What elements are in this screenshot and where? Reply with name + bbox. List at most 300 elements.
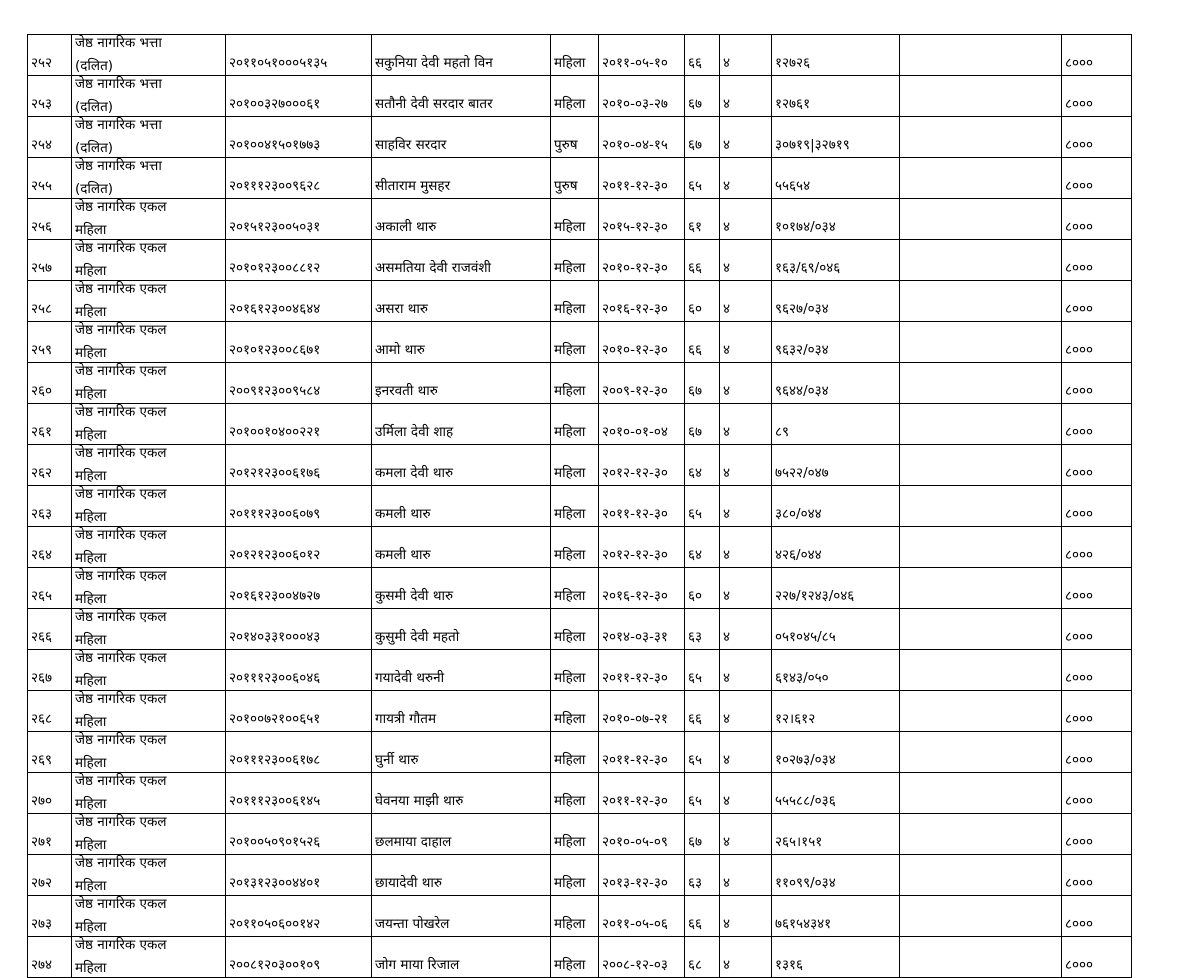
allowance-type-line1: जेष्ठ नागरिक एकल [75, 896, 167, 912]
id-number-cell: २०१४०३३१०००४३ [226, 609, 372, 650]
id-number-cell: २०१६१२३००४७२७ [226, 568, 372, 609]
quarter-cell: ४ [720, 691, 772, 732]
table-row [28, 773, 1132, 814]
date-cell: २०११-१२-३० [599, 773, 685, 814]
table-row [28, 937, 1132, 978]
gender-cell: महिला [551, 650, 599, 691]
date-cell: २०१०-०४-१५ [599, 117, 685, 158]
amount-cell: ८००० [1062, 527, 1132, 568]
beneficiary-name-cell: साहविर सरदार [372, 117, 551, 158]
table-row [28, 445, 1132, 486]
allowance-type-line2: (दलित) [75, 140, 114, 156]
quarter-cell: ४ [720, 486, 772, 527]
remarks-cell [900, 855, 1062, 896]
beneficiary-name-cell: अकाली थारु [372, 199, 551, 240]
table-row [28, 527, 1132, 568]
id-number-cell: २०१११२३००६०७९ [226, 486, 372, 527]
gender-cell: महिला [551, 814, 599, 855]
serial-number-cell: २५४ [28, 117, 72, 158]
gender-cell: महिला [551, 773, 599, 814]
allowance-type-line2: महिला [75, 427, 107, 443]
age-cell: ६६ [685, 691, 720, 732]
quarter-cell: ४ [720, 732, 772, 773]
serial-number-cell: २७० [28, 773, 72, 814]
gender-cell: महिला [551, 445, 599, 486]
id-number-cell: २०१११२३००६१४५ [226, 773, 372, 814]
table-row [28, 609, 1132, 650]
serial-number-cell: २६६ [28, 609, 72, 650]
amount-cell: ८००० [1062, 404, 1132, 445]
serial-number-cell: २५८ [28, 281, 72, 322]
gender-cell: महिला [551, 199, 599, 240]
id-number-cell: २०१०१२३००८८१२ [226, 240, 372, 281]
age-cell: ६६ [685, 896, 720, 937]
reference-number-cell: १२।६१२ [772, 691, 900, 732]
age-cell: ६५ [685, 773, 720, 814]
allowance-type-cell [72, 527, 226, 568]
remarks-cell [900, 76, 1062, 117]
gender-cell: पुरुष [551, 117, 599, 158]
table-row [28, 322, 1132, 363]
beneficiary-table [27, 34, 1132, 978]
remarks-cell [900, 814, 1062, 855]
allowance-type-line1: जेष्ठ नागरिक एकल [75, 814, 167, 830]
remarks-cell [900, 896, 1062, 937]
remarks-cell [900, 445, 1062, 486]
remarks-cell [900, 240, 1062, 281]
allowance-type-line1: जेष्ठ नागरिक एकल [75, 527, 167, 543]
quarter-cell: ४ [720, 609, 772, 650]
table-row [28, 240, 1132, 281]
allowance-type-line2: महिला [75, 878, 107, 894]
serial-number-cell: २५२ [28, 35, 72, 76]
reference-number-cell: ९६४४/०३४ [772, 363, 900, 404]
serial-number-cell: २५५ [28, 158, 72, 199]
date-cell: २०१०-०५-०९ [599, 814, 685, 855]
date-cell: २०११-१२-३० [599, 732, 685, 773]
allowance-type-cell [72, 691, 226, 732]
allowance-type-cell [72, 568, 226, 609]
allowance-type-line1: जेष्ठ नागरिक एकल [75, 486, 167, 502]
amount-cell: ८००० [1062, 363, 1132, 404]
allowance-type-cell [72, 855, 226, 896]
table-row [28, 404, 1132, 445]
id-number-cell: २०१११२३००६१७८ [226, 732, 372, 773]
serial-number-cell: २५९ [28, 322, 72, 363]
reference-number-cell: १०१७४/०३४ [772, 199, 900, 240]
gender-cell: महिला [551, 281, 599, 322]
date-cell: २०११-०५-१० [599, 35, 685, 76]
beneficiary-name-cell: इनरवती थारु [372, 363, 551, 404]
reference-number-cell: ७६१५४३४१ [772, 896, 900, 937]
reference-number-cell: ६१४३/०५० [772, 650, 900, 691]
allowance-type-line1: जेष्ठ नागरिक भत्ता [75, 35, 162, 51]
beneficiary-name-cell: सीताराम मुसहर [372, 158, 551, 199]
allowance-type-cell [72, 117, 226, 158]
amount-cell: ८००० [1062, 240, 1132, 281]
date-cell: २०११-१२-३० [599, 158, 685, 199]
remarks-cell [900, 568, 1062, 609]
quarter-cell: ४ [720, 363, 772, 404]
id-number-cell: २०१००१०४००२२१ [226, 404, 372, 445]
allowance-type-cell [72, 199, 226, 240]
amount-cell: ८००० [1062, 35, 1132, 76]
allowance-type-cell [72, 896, 226, 937]
table-row [28, 363, 1132, 404]
table-row [28, 732, 1132, 773]
beneficiary-name-cell: असरा थारु [372, 281, 551, 322]
quarter-cell: ४ [720, 240, 772, 281]
remarks-cell [900, 937, 1062, 978]
reference-number-cell: १२७६१ [772, 76, 900, 117]
allowance-type-cell [72, 650, 226, 691]
table-row [28, 117, 1132, 158]
allowance-type-line2: (दलित) [75, 181, 114, 197]
amount-cell: ८००० [1062, 937, 1132, 978]
remarks-cell [900, 322, 1062, 363]
remarks-cell [900, 199, 1062, 240]
serial-number-cell: २६५ [28, 568, 72, 609]
date-cell: २०११-१२-३० [599, 486, 685, 527]
allowance-type-cell [72, 773, 226, 814]
serial-number-cell: २६१ [28, 404, 72, 445]
remarks-cell [900, 404, 1062, 445]
id-number-cell: २०१००५०९०१५२६ [226, 814, 372, 855]
amount-cell: ८००० [1062, 773, 1132, 814]
allowance-type-line2: (दलित) [75, 58, 114, 74]
remarks-cell [900, 486, 1062, 527]
table-body [28, 35, 1132, 978]
gender-cell: महिला [551, 363, 599, 404]
beneficiary-name-cell: गायत्री गौतम [372, 691, 551, 732]
allowance-type-line1: जेष्ठ नागरिक एकल [75, 363, 167, 379]
gender-cell: महिला [551, 240, 599, 281]
date-cell: २०१२-१२-३० [599, 527, 685, 568]
id-number-cell: २०१२१२३००६१७६ [226, 445, 372, 486]
age-cell: ६५ [685, 486, 720, 527]
quarter-cell: ४ [720, 158, 772, 199]
age-cell: ६८ [685, 937, 720, 978]
table-row [28, 896, 1132, 937]
allowance-type-cell [72, 404, 226, 445]
allowance-type-cell [72, 937, 226, 978]
beneficiary-name-cell: सकुनिया देवी महतो विन [372, 35, 551, 76]
allowance-type-cell [72, 281, 226, 322]
amount-cell: ८००० [1062, 76, 1132, 117]
table-row [28, 650, 1132, 691]
quarter-cell: ४ [720, 814, 772, 855]
allowance-type-line2: महिला [75, 345, 107, 361]
date-cell: २०१६-१२-३० [599, 568, 685, 609]
beneficiary-name-cell: आमो थारु [372, 322, 551, 363]
date-cell: २०१०-०३-२७ [599, 76, 685, 117]
age-cell: ६४ [685, 445, 720, 486]
age-cell: ६६ [685, 322, 720, 363]
beneficiary-name-cell: छलमाया दाहाल [372, 814, 551, 855]
gender-cell: महिला [551, 896, 599, 937]
allowance-type-cell [72, 609, 226, 650]
serial-number-cell: २६० [28, 363, 72, 404]
serial-number-cell: २६४ [28, 527, 72, 568]
serial-number-cell: २६७ [28, 650, 72, 691]
date-cell: २०१०-१२-३० [599, 240, 685, 281]
reference-number-cell: ११०९९/०३४ [772, 855, 900, 896]
id-number-cell: २०१००३२७०००६१ [226, 76, 372, 117]
allowance-type-line1: जेष्ठ नागरिक भत्ता [75, 117, 162, 133]
reference-number-cell: ३८०/०४४ [772, 486, 900, 527]
remarks-cell [900, 609, 1062, 650]
allowance-type-line1: जेष्ठ नागरिक एकल [75, 404, 167, 420]
id-number-cell: २०१११२३००९६२८ [226, 158, 372, 199]
remarks-cell [900, 691, 1062, 732]
quarter-cell: ४ [720, 773, 772, 814]
age-cell: ६६ [685, 240, 720, 281]
reference-number-cell: ५५६५४ [772, 158, 900, 199]
allowance-type-line2: महिला [75, 509, 107, 525]
table-row [28, 35, 1132, 76]
id-number-cell: २०११०५१०००५१३५ [226, 35, 372, 76]
allowance-type-line1: जेष्ठ नागरिक भत्ता [75, 76, 162, 92]
date-cell: २०११-०५-०६ [599, 896, 685, 937]
allowance-type-line2: (दलित) [75, 99, 114, 115]
quarter-cell: ४ [720, 199, 772, 240]
date-cell: २०१२-१२-३० [599, 445, 685, 486]
serial-number-cell: २७४ [28, 937, 72, 978]
quarter-cell: ४ [720, 855, 772, 896]
reference-number-cell: २६५।१५१ [772, 814, 900, 855]
gender-cell: महिला [551, 76, 599, 117]
serial-number-cell: २६९ [28, 732, 72, 773]
allowance-type-line1: जेष्ठ नागरिक एकल [75, 691, 167, 707]
date-cell: २००९-१२-३० [599, 363, 685, 404]
amount-cell: ८००० [1062, 691, 1132, 732]
remarks-cell [900, 527, 1062, 568]
allowance-type-line1: जेष्ठ नागरिक एकल [75, 445, 167, 461]
allowance-type-line2: महिला [75, 632, 107, 648]
table-row [28, 76, 1132, 117]
allowance-type-line1: जेष्ठ नागरिक एकल [75, 199, 167, 215]
date-cell: २०११-१२-३० [599, 650, 685, 691]
serial-number-cell: २५३ [28, 76, 72, 117]
reference-number-cell: ९६३२/०३४ [772, 322, 900, 363]
beneficiary-name-cell: असमतिया देवी राजवंशी [372, 240, 551, 281]
reference-number-cell: १०२७३/०३४ [772, 732, 900, 773]
serial-number-cell: २५७ [28, 240, 72, 281]
amount-cell: ८००० [1062, 814, 1132, 855]
allowance-type-line2: महिला [75, 222, 107, 238]
allowance-type-line1: जेष्ठ नागरिक भत्ता [75, 158, 162, 174]
quarter-cell: ४ [720, 117, 772, 158]
reference-number-cell: ८९ [772, 404, 900, 445]
allowance-type-line1: जेष्ठ नागरिक एकल [75, 773, 167, 789]
reference-number-cell: १३१६ [772, 937, 900, 978]
allowance-type-line2: महिला [75, 714, 107, 730]
beneficiary-name-cell: उर्मिला देवी शाह [372, 404, 551, 445]
id-number-cell: २०१००४१५०१७७३ [226, 117, 372, 158]
amount-cell: ८००० [1062, 609, 1132, 650]
beneficiary-name-cell: कुसुमी देवी महतो [372, 609, 551, 650]
beneficiary-name-cell: गयादेवी थरुनी [372, 650, 551, 691]
gender-cell: पुरुष [551, 158, 599, 199]
beneficiary-name-cell: सतौनी देवी सरदार बातर [372, 76, 551, 117]
beneficiary-name-cell: जोग माया रिजाल [372, 937, 551, 978]
remarks-cell [900, 158, 1062, 199]
allowance-type-line2: महिला [75, 386, 107, 402]
gender-cell: महिला [551, 322, 599, 363]
id-number-cell: २०१३१२३००४४०१ [226, 855, 372, 896]
amount-cell: ८००० [1062, 486, 1132, 527]
reference-number-cell: १६३/६९/०४६ [772, 240, 900, 281]
gender-cell: महिला [551, 609, 599, 650]
id-number-cell: २०१६१२३००४६४४ [226, 281, 372, 322]
age-cell: ६६ [685, 35, 720, 76]
date-cell: २००८-१२-०३ [599, 937, 685, 978]
age-cell: ६५ [685, 650, 720, 691]
allowance-type-cell [72, 240, 226, 281]
allowance-type-line2: महिला [75, 591, 107, 607]
quarter-cell: ४ [720, 322, 772, 363]
reference-number-cell: ७५२२/०४७ [772, 445, 900, 486]
date-cell: २०१०-०१-०४ [599, 404, 685, 445]
quarter-cell: ४ [720, 937, 772, 978]
age-cell: ६७ [685, 363, 720, 404]
table-row [28, 486, 1132, 527]
remarks-cell [900, 650, 1062, 691]
table-row [28, 199, 1132, 240]
quarter-cell: ४ [720, 404, 772, 445]
id-number-cell: २०१००७२१००६५१ [226, 691, 372, 732]
serial-number-cell: २७२ [28, 855, 72, 896]
age-cell: ६५ [685, 158, 720, 199]
beneficiary-name-cell: छायादेवी थारु [372, 855, 551, 896]
gender-cell: महिला [551, 732, 599, 773]
gender-cell: महिला [551, 937, 599, 978]
allowance-type-cell [72, 35, 226, 76]
age-cell: ६० [685, 281, 720, 322]
quarter-cell: ४ [720, 445, 772, 486]
id-number-cell: २०१२१२३००६०१२ [226, 527, 372, 568]
beneficiary-name-cell: घेवनया माझी थारु [372, 773, 551, 814]
allowance-type-line2: महिला [75, 550, 107, 566]
remarks-cell [900, 35, 1062, 76]
allowance-type-line1: जेष्ठ नागरिक एकल [75, 937, 167, 953]
gender-cell: महिला [551, 35, 599, 76]
amount-cell: ८००० [1062, 281, 1132, 322]
gender-cell: महिला [551, 527, 599, 568]
table-row [28, 691, 1132, 732]
date-cell: २०१०-०७-२१ [599, 691, 685, 732]
amount-cell: ८००० [1062, 650, 1132, 691]
age-cell: ६४ [685, 527, 720, 568]
amount-cell: ८००० [1062, 855, 1132, 896]
serial-number-cell: २७३ [28, 896, 72, 937]
amount-cell: ८००० [1062, 896, 1132, 937]
age-cell: ६७ [685, 404, 720, 445]
quarter-cell: ४ [720, 650, 772, 691]
gender-cell: महिला [551, 855, 599, 896]
reference-number-cell: १२७२६ [772, 35, 900, 76]
age-cell: ६५ [685, 732, 720, 773]
gender-cell: महिला [551, 691, 599, 732]
age-cell: ६७ [685, 117, 720, 158]
id-number-cell: २०११०५०६००१४२ [226, 896, 372, 937]
amount-cell: ८००० [1062, 199, 1132, 240]
gender-cell: महिला [551, 568, 599, 609]
allowance-type-line2: महिला [75, 796, 107, 812]
amount-cell: ८००० [1062, 117, 1132, 158]
reference-number-cell: ९६२७/०३४ [772, 281, 900, 322]
remarks-cell [900, 117, 1062, 158]
allowance-type-line1: जेष्ठ नागरिक एकल [75, 281, 167, 297]
allowance-type-line2: महिला [75, 837, 107, 853]
id-number-cell: २०१०१२३००८६७१ [226, 322, 372, 363]
id-number-cell: २०१११२३००६०४६ [226, 650, 372, 691]
beneficiary-name-cell: घुर्नी थारु [372, 732, 551, 773]
allowance-type-line1: जेष्ठ नागरिक एकल [75, 732, 167, 748]
date-cell: २०१५-१२-३० [599, 199, 685, 240]
age-cell: ६३ [685, 855, 720, 896]
allowance-type-cell [72, 732, 226, 773]
reference-number-cell: ३०७१९|३२७१९ [772, 117, 900, 158]
allowance-type-line1: जेष्ठ नागरिक एकल [75, 322, 167, 338]
age-cell: ६७ [685, 76, 720, 117]
allowance-type-line1: जेष्ठ नागरिक एकल [75, 240, 167, 256]
allowance-type-line2: महिला [75, 304, 107, 320]
id-number-cell: २०१५१२३००५०३१ [226, 199, 372, 240]
quarter-cell: ४ [720, 896, 772, 937]
allowance-type-cell [72, 363, 226, 404]
allowance-type-line1: जेष्ठ नागरिक एकल [75, 568, 167, 584]
date-cell: २०१४-०३-३१ [599, 609, 685, 650]
reference-number-cell: ५५५८८/०३६ [772, 773, 900, 814]
table-row [28, 281, 1132, 322]
amount-cell: ८००० [1062, 568, 1132, 609]
allowance-type-line2: महिला [75, 960, 107, 976]
reference-number-cell: २२७/१२४३/०४६ [772, 568, 900, 609]
remarks-cell [900, 773, 1062, 814]
beneficiary-name-cell: कमली थारु [372, 486, 551, 527]
amount-cell: ८००० [1062, 732, 1132, 773]
age-cell: ६७ [685, 814, 720, 855]
allowance-type-line2: महिला [75, 919, 107, 935]
allowance-type-line2: महिला [75, 755, 107, 771]
reference-number-cell: ४२६/०४४ [772, 527, 900, 568]
gender-cell: महिला [551, 404, 599, 445]
beneficiary-name-cell: कमली थारु [372, 527, 551, 568]
date-cell: २०१०-१२-३० [599, 322, 685, 363]
allowance-type-line1: जेष्ठ नागरिक एकल [75, 650, 167, 666]
allowance-type-line1: जेष्ठ नागरिक एकल [75, 855, 167, 871]
allowance-type-line1: जेष्ठ नागरिक एकल [75, 609, 167, 625]
table-row [28, 855, 1132, 896]
allowance-type-cell [72, 322, 226, 363]
allowance-type-cell [72, 814, 226, 855]
quarter-cell: ४ [720, 568, 772, 609]
reference-number-cell: ०५१०४५/८५ [772, 609, 900, 650]
beneficiary-name-cell: कमला देवी थारु [372, 445, 551, 486]
age-cell: ६१ [685, 199, 720, 240]
quarter-cell: ४ [720, 281, 772, 322]
allowance-type-cell [72, 445, 226, 486]
id-number-cell: २००८१२०३००१०९ [226, 937, 372, 978]
remarks-cell [900, 732, 1062, 773]
quarter-cell: ४ [720, 35, 772, 76]
amount-cell: ८००० [1062, 158, 1132, 199]
date-cell: २०१६-१२-३० [599, 281, 685, 322]
serial-number-cell: २६८ [28, 691, 72, 732]
allowance-type-line2: महिला [75, 263, 107, 279]
table-row [28, 568, 1132, 609]
